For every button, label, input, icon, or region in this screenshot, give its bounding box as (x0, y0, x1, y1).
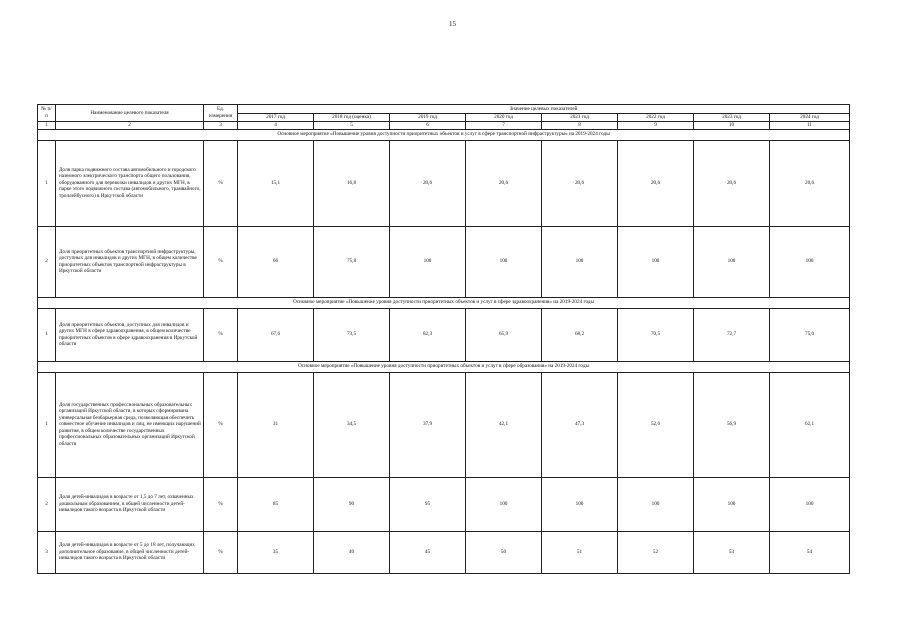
column-number: 2 (56, 121, 204, 129)
value-cell: 68,2 (542, 308, 618, 361)
header-year: 2017 год (238, 114, 314, 122)
column-number: 5 (314, 121, 390, 129)
indicator-name: Доля парка подвижного состава автомобильного и городского наземного электрического транспорта общего пользования, оборудованного для перевозки инвалидов и других МГН, в парке этого подвижного состава (автомобильного, трамвайного, троллейбусного) в Иркутской области (56, 140, 204, 226)
value-cell: 100 (694, 226, 770, 297)
unit-cell: % (204, 140, 238, 226)
header-year: 2023 год (694, 114, 770, 122)
value-cell: 50 (466, 531, 542, 573)
value-cell: 52,6 (618, 372, 694, 477)
value-cell: 65,9 (466, 308, 542, 361)
column-number: 3 (204, 121, 238, 129)
value-cell: 100 (542, 226, 618, 297)
row-number: 2 (38, 226, 56, 297)
row-number: 1 (38, 372, 56, 477)
value-cell: 20,6 (618, 140, 694, 226)
value-cell: 100 (390, 226, 466, 297)
value-cell: 34,5 (314, 372, 390, 477)
header-unit: Ед. измерения (204, 105, 238, 122)
section-title: Основное мероприятие «Повышение уровня доступности приоритетных объектов и услуг в сфере транспортной инфраструктуры» на 2019-2024 годы (38, 129, 850, 140)
header-year: 2020 год (466, 114, 542, 122)
value-cell: 100 (618, 477, 694, 531)
value-cell: 16,8 (314, 140, 390, 226)
table-row (38, 308, 850, 361)
column-number: 9 (618, 121, 694, 129)
column-number: 6 (390, 121, 466, 129)
value-cell: 20,6 (694, 140, 770, 226)
header-year: 2018 год (оценка) (314, 114, 390, 122)
value-cell: 100 (542, 477, 618, 531)
column-number: 11 (770, 121, 850, 129)
value-cell: 20,6 (770, 140, 850, 226)
header-name: Наименование целевого показателя (56, 105, 204, 122)
value-cell: 62,1 (770, 372, 850, 477)
value-cell: 53 (694, 531, 770, 573)
table-row (38, 531, 850, 573)
table-row (38, 477, 850, 531)
section-title: Основное мероприятие «Повышение уровня доступности приоритетных объектов и услуг в сфере здравоохранения» на 2019-2024 годы (38, 297, 850, 308)
column-number: 1 (38, 121, 56, 129)
unit-cell: % (204, 477, 238, 531)
header-year: 2019 год (390, 114, 466, 122)
row-number: 3 (38, 531, 56, 573)
row-number: 1 (38, 308, 56, 361)
value-cell: 52 (618, 531, 694, 573)
indicator-name: Доля детей-инвалидов в возрасте от 1,5 до 7 лет, охваченных дошкольным образованием, в общей численности детей-инвалидов такого возраста в Иркутской области (56, 477, 204, 531)
value-cell: 45 (390, 531, 466, 573)
value-cell: 100 (466, 477, 542, 531)
value-cell: 35 (238, 531, 314, 573)
indicator-name: Доля приоритетных объектов транспортной инфраструктуры, доступных для инвалидов и других МГН, в общем количестве приоритетных объектов транспортной инфраструктуры в Иркутской области (56, 226, 204, 297)
value-cell: 67,6 (238, 308, 314, 361)
value-cell: 20,6 (390, 140, 466, 226)
value-cell: 42,1 (466, 372, 542, 477)
value-cell: 20,6 (466, 140, 542, 226)
header-year: 2024 год (770, 114, 850, 122)
row-number: 1 (38, 140, 56, 226)
header-year: 2022 год (618, 114, 694, 122)
section-header-transport (38, 129, 850, 140)
value-cell: 70,5 (618, 308, 694, 361)
unit-cell: % (204, 226, 238, 297)
section-title: Основное мероприятие «Повышение уровня доступности приоритетных объектов и услуг в сфере образования» на 2019-2024 годы (38, 361, 850, 372)
value-cell: 100 (618, 226, 694, 297)
indicator-name: Доля детей-инвалидов в возрасте от 5 до 18 лет, получающих дополнительное образование, в общей численности детей-инвалидов такого возраста в Иркутской области (56, 531, 204, 573)
section-header-healthcare (38, 297, 850, 308)
value-cell: 37,9 (390, 372, 466, 477)
value-cell: 95 (390, 477, 466, 531)
value-cell: 100 (694, 477, 770, 531)
column-number: 7 (466, 121, 542, 129)
unit-cell: % (204, 308, 238, 361)
column-number: 10 (694, 121, 770, 129)
value-cell: 51 (542, 531, 618, 573)
value-cell: 47,3 (542, 372, 618, 477)
value-cell: 72,7 (694, 308, 770, 361)
value-cell: 85 (238, 477, 314, 531)
value-cell: 100 (770, 477, 850, 531)
value-cell: 100 (466, 226, 542, 297)
column-number: 8 (542, 121, 618, 129)
unit-cell: % (204, 372, 238, 477)
value-cell: 40 (314, 531, 390, 573)
row-number: 2 (38, 477, 56, 531)
value-cell: 56,9 (694, 372, 770, 477)
table-row (38, 140, 850, 226)
value-cell: 90 (314, 477, 390, 531)
header-year: 2021 год (542, 114, 618, 122)
column-number: 4 (238, 121, 314, 129)
header-values: Значение целевых показателей (238, 105, 850, 114)
header-no: № п/п (38, 105, 56, 122)
value-cell: 100 (770, 226, 850, 297)
value-cell: 75,8 (314, 226, 390, 297)
section-header-education (38, 361, 850, 372)
page-number: 15 (449, 20, 456, 28)
value-cell: 75,0 (770, 308, 850, 361)
table-row (38, 372, 850, 477)
table-row (38, 226, 850, 297)
value-cell: 15,1 (238, 140, 314, 226)
value-cell: 20,6 (542, 140, 618, 226)
indicator-name: Доля государственных профессиональных образовательных организаций Иркутской области, в которых сформирована универсальная безбарьерная среда, позволяющая обеспечить совместное обучение инвалидов и лиц, не имеющих нарушений развития, в общем количестве государственных профессиональных образовательных организаций Иркутской области (56, 372, 204, 477)
value-cell: 82,3 (390, 308, 466, 361)
indicator-name: Доля приоритетных объектов, доступных для инвалидов и других МГН в сфере здравоохранения, в общем количестве приоритетных объектов в сфере здравоохранения в Иркутской области (56, 308, 204, 361)
value-cell: 73,5 (314, 308, 390, 361)
unit-cell: % (204, 531, 238, 573)
value-cell: 31 (238, 372, 314, 477)
value-cell: 54 (770, 531, 850, 573)
target-indicators-table (37, 104, 850, 574)
value-cell: 66 (238, 226, 314, 297)
